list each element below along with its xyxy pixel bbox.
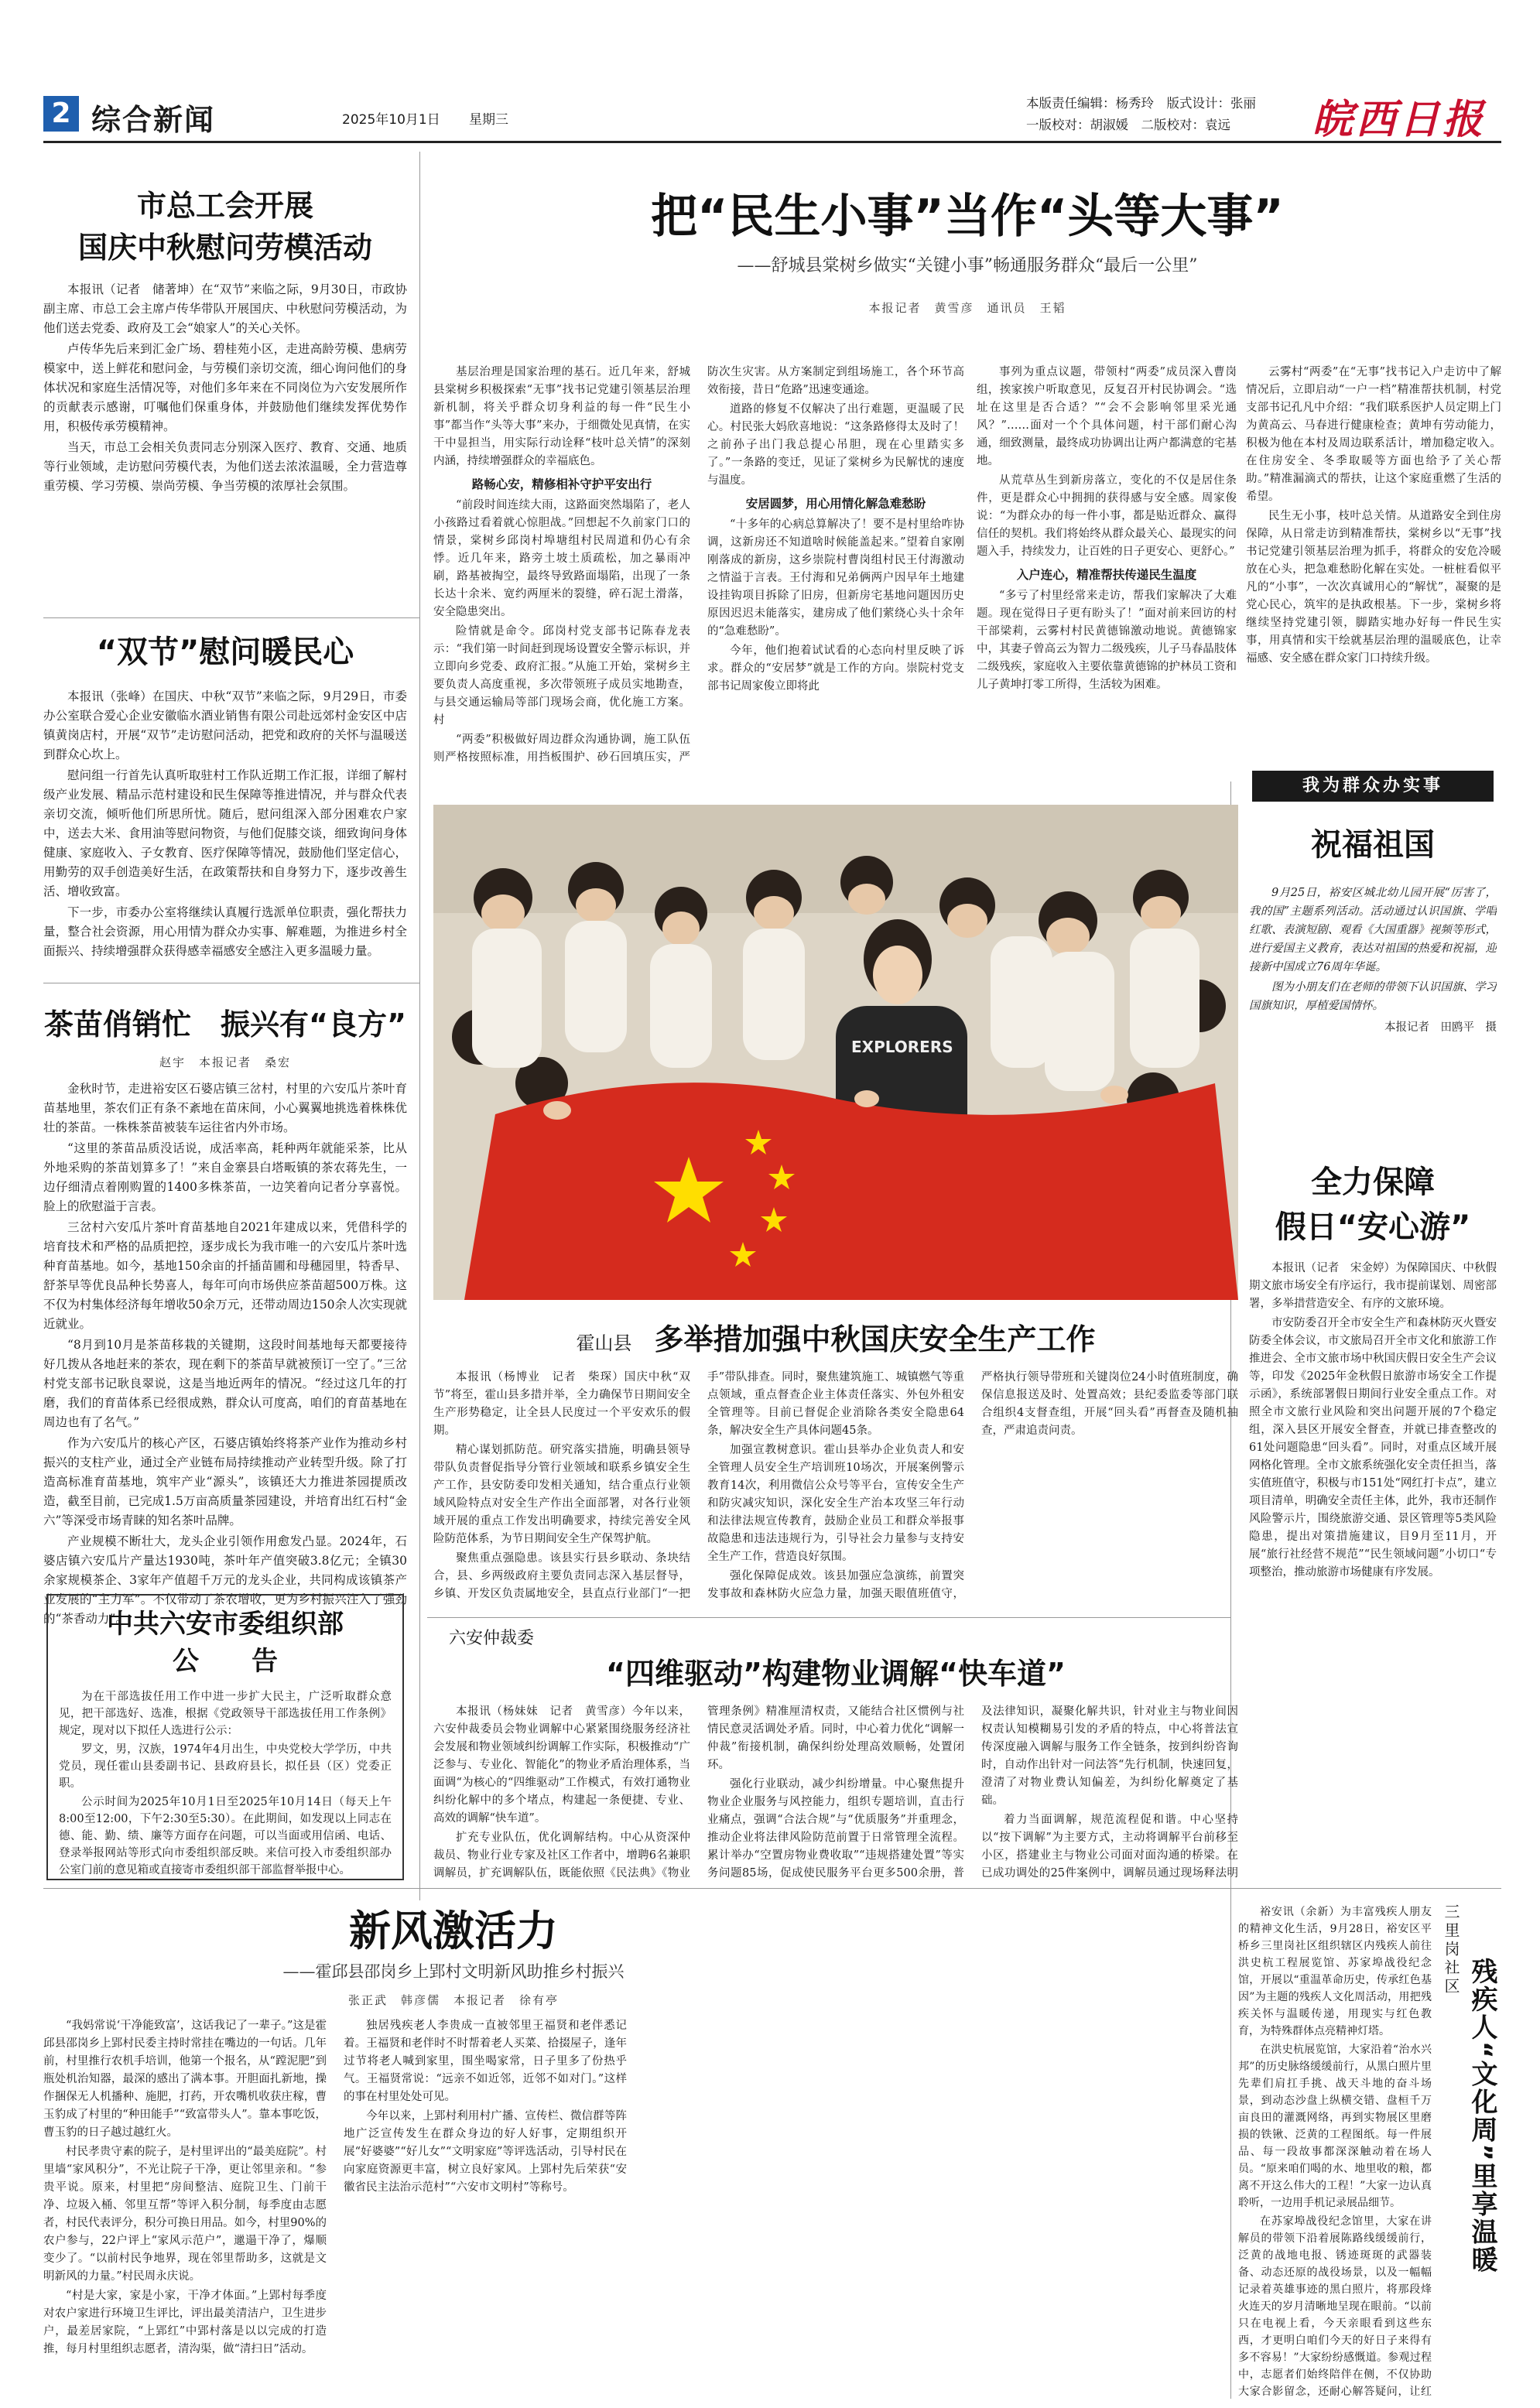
headline: “四维驱动”构建物业调解“快车道” — [606, 1657, 1066, 1691]
paragraph: “村是大家，家是小家，干净才体面。”上郢村每季度对农户家进行环境卫生评比，评出最美清洁户，卫生进步户，最差居家院，“上郢红”中郢村落是以以完成的打造推，每月村里组织志愿者，清沟渠，做“清扫日”活动。 — [43, 2290, 327, 2355]
paragraph: 强化保障促成效。该县加强应急演练，前置突发事故和森林防火应急力量，加强天眼值班值守，严格执行领导带班和关键岗位24小时值班制度，确保信息报送及时、处置高效；县纪委监委等部门联合组织4支督查组，开展“回头看”再督查及随机抽查，严肃追责问责。 — [707, 1371, 1238, 1600]
paragraph: 精心谋划抓防范。研究落实措施，明确县领导带队负责督促指导分管行业领域和联系乡镇安全生产工作，县安防委印发相关通知，结合重点行业领域风险特点对安全生产作出全面部署，对各行业领域开展的重点工作发出明确要求，持续完善安全风险防范体系，为节日期间安全生产保驾护航。 — [433, 1444, 690, 1545]
subtitle: ——霍邱县邵岗乡上郢村文明新风助推乡村振兴 — [282, 1962, 625, 1981]
article-kicker: 六安仲裁委 — [449, 1629, 535, 1648]
notice-subtitle: 公 告 — [173, 1646, 278, 1677]
paragraph: 本报讯（杨妹妹 记者 黄雪彦）今年以来，六安仲裁委员会物业调解中心紧紧围绕服务经济社会发展和物业领域纠纷调解工作实际，积极推动“广泛参与、专业化、智能化”的物业矛盾治理体系，当面调“为核心的“四维驱动”工作模式，有效打通物业纠纷化解中的多个堵点，构建起一条便捷、专业、高效的调解“快车道”。 — [433, 1705, 690, 1825]
paragraph: 三岔村六安瓜片茶叶育苗基地自2021年建成以来，凭借科学的培育技术和严格的品质把控，逐步成长为我市唯一的六安瓜片茶叶选种育苗基地。如今，基地150余亩的扦插苗圃和母穗园里，特香早、舒茶早等优良品种长势喜人，每年可向市场供应茶苗超500万株。这不仅为村集体经济每年增收50余万元，还带动周边150余人次实现就近就业。 — [43, 1220, 407, 1331]
paragraph: 云雾村“两委”在“无事”找书记入户走访中了解情况后，立即启动“一户一档”精准帮扶机制，村党支部书记孔凡中介绍：“我们联系医护人员定期上门为黄高云、马春进行健康检查；黄坤有劳动能力，积极为他在本村及周边联系活计，增加稳定收入。在住房安全、冬季取暖等方面也给予了关心帮助。”精准漏滴式的帮扶，让这个家庭重燃了生活的希望。 — [1246, 366, 1501, 503]
article-tourism-safety — [1249, 1161, 1497, 1888]
paragraph: 着力当面调解，规范流程促和谐。中心坚持以“按下调解”为主要方式，主动将调解平台前移至小区，搭建业主与物业公司面对面沟通的桥梁。在已成功调处的25件案例中，调解员通过现场释法明 — [981, 1814, 1238, 1880]
lead-subtitle: ——舒城县棠树乡做实“关键小事”畅通服务群众“最后一公里” — [737, 256, 1198, 275]
section-heading: 路畅心安，精修相补守护平安出行 — [471, 477, 652, 491]
paragraph: 今年，他们抱着试试看的心态向村里反映了诉求。群众的“安居梦”就是工作的方向。崇院村党支部书记周家俊立即将此 — [707, 645, 964, 693]
paragraph: 在洪史杭展览馆，大家沿着“治水兴邦”的历史脉络缓缓前行，从黑白照片里先辈们肩扛手挑、战天斗地的奋斗场景，到动态沙盘上纵横交错、盘桓千万亩良田的灌溉网络，再到实物展区里磨损的铁锹、泛黄的工程图纸。每一件展品、每一段故事都深深触动着在场人员。“原来咱们喝的水、地里收的粮，都离不开这么伟大的工程！”大家一边认真聆听，一边用手机记录展品细节。 — [1238, 2044, 1432, 2209]
paragraph: 下一步，市委办公室将继续认真履行选派单位职责，强化帮扶力量，整合社会资源，用心用情为群众办实事、解难题，为推进乡村全面振兴、持续增强群众获得感幸福感安全感注入更多温暖力量。 — [43, 905, 407, 958]
article-arbitration — [433, 1625, 1238, 1880]
paragraph: 罗文，男，汉族，1974年4月出生，中央党校大学学历，中共党员，现任霍山县委副书记、县政府县长，拟任县（区）党委正职。 — [59, 1743, 392, 1790]
paragraph: 金秋时节，走进裕安区石婆店镇三岔村，村里的六安瓜片茶叶育苗基地里，茶农们正有条不紊地在苗床间，小心翼翼地挑选着株株优壮的茶苗。一株株茶苗被装车运往省内外市场。 — [43, 1082, 407, 1134]
caption-title: 祝福祖国 — [1311, 827, 1435, 863]
paragraph: 道路的修复不仅解决了出行难题，更温暖了民心。村民张大妈欣喜地说：“这条路修得太及时了！之前孙子出门我总提心吊胆，现在心里踏实多了。”一条路的变迁，见证了棠树乡为民解忧的速度与温度。 — [707, 403, 964, 487]
paragraph: 事列为重点议题，带领村“两委”成员深入曹岗组，挨家挨户听取意见，反复召开村民协调会。“选址在这里是否合适？”“会不会影响邻里采光通风？”……面对一个个具体问题，村干部们耐心沟通，细致测量，最终成功协调出让两户都满意的宅基地。 — [977, 366, 1237, 467]
paragraph: 从荒草丛生到新房落立，变化的不仅是居住条件，更是群众心中拥拥的获得感与安全感。周家俊说：“为群众办的每一件小事，都是贴近群众、赢得信任的契机。我们将始终从群众最关心、最现实的问题入手，持续发力，让百姓的日子更安心、更舒心。” — [977, 474, 1237, 558]
headline: 全力保障 — [1311, 1165, 1435, 1200]
paragraph: 本报讯（张峰）在国庆、中秋“双节”来临之际，9月29日，市委办公室联合爱心企业安徽临水酒业销售有限公司赴远郊村金安区中店镇黄岗店村，开展“双节”走访慰问活动，把党和政府的关怀与温暖送到群众心坎上。 — [43, 689, 407, 761]
headline: “双节”慰问暖民心 — [96, 634, 354, 670]
paragraph: 强化行业联动，减少纠纷增量。中心聚焦提升物业企业服务与风控能力，组织专题培训，直击行业痛点，强调“合法合规”与“优质服务”并重理念，推动企业将法律风险防范前置于日常管理全流程。累计举办“空置房物业费收取”“违规搭建处置”等实务问题85场，促成使民服务平台更多500余册，普及法律知识，凝聚化解共识，针对业主与物业间因权责认知模糊易引发的矛盾的特点，中心将普法宣传深度融入调解与服务工作全链条，按到纠纷咨询时，自动作出针对一问法答“先行机制，快速回复，澄清了对物业费认知偏差，为纠纷化解奠定了基础。 — [707, 1705, 1238, 1880]
paragraph: 卢传华先后来到汇金广场、碧桂苑小区，走进高龄劳模、患病劳模家中，送上鲜花和慰问金，与劳模们亲切交流，细心询问他们的身体状况和家庭生活情况等，对他们多年来在不同岗位为六安发展所作的贡献表示感谢，叮嘱他们保重身体，并鼓励他们继续发挥优势作用，积极传承劳模精神。 — [43, 342, 407, 433]
notice-box — [46, 1594, 404, 1880]
service-banner — [1252, 771, 1494, 802]
editors-line-1: 本版责任编辑：杨秀玲 版式设计：张丽 — [1026, 96, 1256, 111]
headline: 残疾人“文化周”里享温暖 — [1466, 1958, 1497, 2274]
byline: 张正武 韩彦儒 本报记者 徐有亭 — [347, 1993, 559, 2007]
paragraph: 聚焦重点强隐患。该县实行县乡联动、条块结合，县、乡两级政府主要负责同志深入基层督导，乡镇、开发区负责属地安全，县直点行业部门“一把手”带队排查。同时，聚焦建筑施工、城镇燃气等重点领域，重点督查企业主体责任落实、外包外租安全管理等。目前已督促企业消除各类安全隐患64条，解决安全生产具体问题45条。 — [433, 1371, 964, 1600]
paragraph: “十多年的心病总算解决了！要不是村里给咋协调，这新房还不知道啥时候能盖起来。”望着自家刚刚落成的新房，这乡崇院村曹岗组村民王付海激动之情溢于言表。王付海和兄弟俩两户因早年土地建设挂钩项目拆除了旧房，但新房宅基地问题因历史原因迟迟未能落实，建房成了他们萦绕心头十余年的“急难愁盼”。 — [707, 518, 964, 638]
headline: 茶苗俏销忙 振兴有“良方” — [44, 1007, 406, 1042]
paragraph: 基层治理是国家治理的基石。近几年来，舒城县棠树乡积极探索“无事”找书记党建引领基层治理新机制，将关乎群众切身利益的每一件“民生小事”都当作“头等大事”来办，于细微处见真情，在实干中显担当，用实际行动诠释“枝叶总关情”的深刻内涵，持续增强群众的幸福底色。 — [433, 366, 690, 467]
headline: 市总工会开展 — [136, 189, 313, 223]
paragraph: 在苏家埠战役纪念馆里，大家在讲解员的带领下沿着展陈路线缓缓前行，泛黄的战地电报、锈迹斑斑的武器装备、动态还原的战役场景，以及一幅幅记录着英雄事迹的黑白照片，将那段烽火连天的岁月清晰地呈现在眼前。“以前只在电视上看，今天亲眼看到这些东西，才更明白咱们今天的好日子来得有多不容易！”大家纷纷感慨道。参观过程中，志愿者们始终陪伴在侧，不仅协助大家合影留念，还耐心解答疑问，让红 — [1238, 2215, 1432, 2398]
paragraph: 险情就是命令。邱岗村党支部书记陈春龙表示：“我们第一时间赶到现场设置安全警示标识，并立即向乡党委、政府汇报。”从施工开始，棠树乡主要负责人高度重视，多次带领班子成员实地勘查，与县交通运输局等部门现场会商，优化施工方案。村 — [433, 625, 690, 727]
article-village-civility — [43, 1903, 1227, 2399]
paragraph: 慰问组一行首先认真听取驻村工作队近期工作汇报，详细了解村级产业发展、精品示范村建设和民生保障等推进情况，并与群众代表亲切交流，倾听他们所思所忧。随后，慰问组深入部分困难农户家中，送去大米、食用油等慰问物资，与他们促膝交谈，细致询问身体健康、家庭收入、子女教育、医疗保障等情况，鼓励他们坚定信心，用勤劳的双手创造美好生活，在政策帮扶和自身努力下，逐步改善生活、增收致富。 — [43, 768, 407, 898]
teacher-shirt-text: EXPLORERS — [851, 1038, 953, 1056]
issue-date: 2025年10月1日 — [342, 112, 440, 128]
paragraph: 本报讯（记者 储著坤）在“双节”来临之际，9月30日，市政协副主席、市总工会主席卢传华带队开展国庆、中秋慰问劳模活动，为他们送去党委、政府及工会“娘家人”的关心关怀。 — [43, 282, 407, 335]
service-banner-text: 我为群众办实事 — [1302, 776, 1443, 795]
paragraph: 扩充专业队伍，优化调解结构。中心从资深仲裁员、物业行业专家及社区工作者中，增聘6名兼职调解员，扩充调解队伍，既能依照《民法典》《物业管理条例》精准厘清权责，又能结合社区惯例与社情民意灵活调处矛盾。同时，中心着力优化“调解一仲裁”衔接机制，确保纠纷处理高效顺畅，处置闭环。 — [433, 1705, 964, 1880]
paragraph: 产业规模不断壮大，龙头企业引领作用愈发凸显。2024年，石婆店镇六安瓜片产量达1930吨，茶叶年产值突破3.8亿元；全镇30余家规模茶企、3家年产值超千万元的龙头企业，共同构成该镇茶产业发展的“主力军”。不仅带动了茶农增收，更为乡村振兴注入了强劲的“茶香动力”。 — [43, 1534, 407, 1626]
editors-line-2: 一版校对：胡淑媛 二版校对：袁远 — [1026, 118, 1230, 132]
lead-headline: 把“民生小事”当作“头等大事” — [651, 190, 1284, 244]
paragraph: 裕安讯（余新）为丰富残疾人朋友的精神文化生活，9月28日，裕安区平桥乡三里岗社区组织辖区内残疾人前往洪史杭工程展览馆、苏家埠战役纪念馆，开展以“重温革命历史，传承红色基因”为主题的残疾人文化周活动，用把残疾关怀与温暖传递，用现实与红色教育，为特殊群体点亮精神灯塔。 — [1238, 1906, 1432, 2037]
photo-illustration — [433, 805, 1238, 1300]
paragraph: 民生无小事，枝叶总关情。从道路安全到住房保障，从日常走访到精准帮扶，棠树乡以“无事”找书记党建引领基层治理为抓手，将群众的安危冷暖放在心头，把急难愁盼化解在实处。一桩桩看似平凡的“小事”，一次次真诚用心的“解忧”，凝聚的是党心民心，筑牢的是执政根基。下一步，棠树乡将继续坚持党建引领，脚踏实地办好每一件民生实事，用真情和实干绘就基层治理的温暖底色，让幸福感、安全感在群众家门口持续升级。 — [1246, 510, 1501, 665]
caption-text-2: 图为小朋友们在老师的带领下认识国旗、学习国旗知识，厚植爱国情怀。 — [1249, 981, 1497, 1012]
paragraph: “前段时间连续大雨，这路面突然塌陷了，老人小孩路过看着就心惊胆战。”回想起不久前家门口的情景，棠树乡邱岗村埠塘组村民周道和仍心有余悸。近几年来，路旁土坡土质疏松，加之暴雨冲刷，路基被掏空，最终导致路面塌陷，出现了一条长达十余米、宽约两厘米的裂缝，碎石泥土滑落，安全隐患突出。 — [433, 499, 690, 618]
paragraph: 加强宣教树意识。霍山县举办企业负责人和安全管理人员安全生产培训班10场次，开展案例警示教育14次，利用微信公众号等平台，宣传安全生产和防灾减灾知识，深化安全生产治本攻坚三年行动和法律法规宣传教育，鼓励企业员工和群众举报事故隐患和违法违规行为，引导社会力量参与支持安全生产工作，营造良好氛围。 — [707, 1444, 964, 1563]
paper-logo: 皖西日报 — [1312, 96, 1487, 138]
paragraph: 为在干部选拔任用工作中进一步扩大民主，广泛听取群众意见，把干部选好、选准，根据《党政领导干部选拔任用工作条例》规定，现对以下拟任人选进行公示： — [59, 1691, 392, 1737]
section-name: 综合新闻 — [91, 103, 216, 137]
headline-line-2: 国庆中秋慰问劳模活动 — [77, 231, 372, 265]
byline: 赵宇 本报记者 桑宏 — [159, 1055, 291, 1069]
notice-title: 中共六安市委组织部 — [107, 1609, 344, 1640]
lead-story-header — [433, 186, 1501, 348]
article-kicker: 三里岗社区 — [1442, 1903, 1460, 1996]
photo-kids-flag — [433, 805, 1238, 1300]
masthead — [43, 91, 1501, 138]
paragraph: 当天，市总工会相关负责同志分别深入医疗、教育、交通、地质等行业领域，走访慰问劳模代表，为他们送去浓浓温暖，全力营造尊重劳模、学习劳模、崇尚劳模、争当劳模的浓厚社会氛围。 — [43, 440, 407, 493]
photo-caption-box — [1249, 822, 1497, 1147]
paragraph: “两委”积极做好周边群众沟通协调，施工队伍则严格按照标准，用挡板围护、砂石回填压实，严防次生灾害。从方案制定到组场施工，各个环节高效衔接，昔日“危路”迅速变通途。 — [433, 366, 964, 764]
lead-byline: 本报记者 黄雪彦 通讯员 王韬 — [868, 301, 1066, 315]
paragraph: 村民孝贵守素的院子，是村里评出的“最美庭院”。村里墙“家风积分”，不光让院子干净，更让邻里亲和。“参贵平说。原来，村里把“房间整洁、庭院卫生、门前干净、垃圾入桶、邻里互帮”等评入积分制，每季度由志愿者，村民代表评分，积分可换日用品。如今，村里90%的农户参与，22户评上“家风示范户”，邋遢干净了，爆顺变少了。“以前村民争地界，现在邻里帮助多，这就是文明新风的力量。”村民周永庆说。 — [43, 2146, 327, 2283]
caption-text: 9月25日，裕安区城北幼儿园开展“厉害了，我的国”主题系列活动。活动通过认识国旗、学唱红歌、表演短剧、观看《大国重器》视频等形式，进行爱国主义教育，表达对祖国的热爱和祝福，迎接新中国成立76周年华诞。 — [1249, 887, 1497, 973]
paragraph: “这里的茶苗品质没话说，成活率高，耗种两年就能采茶，比从外地采购的茶苗划算多了！”来自金寨县白塔畈镇的茶农蒋先生，一边仔细清点着刚购置的1400多株茶苗，一边笑着向记者分享喜悦。脸上的欣慰溢于言表。 — [43, 1141, 407, 1213]
paragraph: 本报讯（杨博业 记者 柴琛）国庆中秋“双节”将至，霍山县多措并举，全力确保节日期间安全生产形势稳定，让全县人民度过一个平安欢乐的假期。 — [433, 1371, 690, 1437]
headline: 多举措加强中秋国庆安全生产工作 — [654, 1322, 1096, 1356]
lead-story-body-right — [1246, 364, 1501, 766]
section-heading: 安居圆梦，用心用情化解急难愁盼 — [745, 497, 926, 511]
article-disabled-culture-week — [1238, 1903, 1501, 2399]
headline-line-2: 假日“安心游” — [1275, 1209, 1471, 1245]
paragraph: 作为六安瓜片的核心产区，石婆店镇始终将茶产业作为推动乡村振兴的支柱产业，通过全产业链布局持续推动产业转型升级。除了打造高标准育苗基地，筑牢产业“源头”，该镇还大力推进茶园提质改造，截至目前，已完成1.5万亩高质量茶园建设，并培育出红石村“金六”等深受市场青睐的知名茶叶品牌。 — [43, 1436, 407, 1527]
paragraph: 公示时间为2025年10月1日至2025年10月14日（每天上午8:00至12:00，下午2:30至5:30）。在此期间，如发现以上同志在德、能、勤、绩、廉等方面存在问题，可以当面或用信函、电话、登录举报网站等形式向市委组织部反映。来信可投入市委组织部办公室门前的意见箱或直接寄市委组织部干部监督举报中心。 — [59, 1796, 392, 1876]
paragraph: “8月到10月是茶苗移栽的关键期，这段时间基地每天都要接待好几拨从各地赶来的茶农，现在剩下的茶苗早就被预订一空了。”三岔村党支部书记耿良翠说，这是当地近两年的情况。“经过这几年的打磨，我们的育苗体系已经很成熟，群众认可度高，咱们的育苗基地在周边也有了名气。” — [43, 1338, 407, 1429]
headline: 新风激活力 — [349, 1907, 558, 1955]
article-holiday-visit — [43, 624, 407, 980]
paragraph: 本报讯（记者 宋金婷）为保障国庆、中秋假期文旅市场安全有序运行，我市提前谋划、周密部署，多举措营造安全、有序的文旅环境。 — [1249, 1262, 1497, 1310]
paragraph: “多亏了村里经常来走访，帮我们家解决了大难题。现在觉得日子更有盼头了！”面对前来回访的村干部梁莉，云雾村村民黄德锦激动地说。黄德锦家中，其妻子曾高云为智力二级残疾，儿子马春晶肢体二级残疾，家庭收入主要依靠黄德锦的护林员工资和儿子黄坤打零工所得，生活较为困难。 — [977, 590, 1237, 691]
page-number-badge: 2 — [43, 96, 79, 132]
article-union-visit — [43, 186, 407, 611]
paragraph: 今年以来，上郢村利用村广播、宣传栏、微信群等阵地广泛宣传发生在群众身边的好人好事，定期组织开展“好婆婆”“好儿女”“文明家庭”等评选活动，引导村民在向家庭资源更丰富，树立良好家风。上郢村先后荣获“安徽省民主法治示范村”“六安市文明村”等称号。 — [344, 2110, 627, 2194]
photo-credit: 本报记者 田鸥平 摄 — [1384, 1021, 1497, 1034]
article-kicker: 霍山县 — [576, 1332, 632, 1354]
article-safety-production — [433, 1315, 1238, 1609]
paragraph: “我妈常说‘干净能致富’，这话我记了一辈子。”这是霍邱县邵岗乡上郢村民委主持时常挂在嘴边的一句话。几年前，村里推行农机手培训，他第一个报名，从“蹚泥肥”到瓶处机治知器，最深的感出了满本事。开胆面扎新地，操作捆保无人机播种、施肥，打药，开农嘴机收获庄稼，曹玉豹成了村里的“种田能手”“致富带头人”。靠本事吃饭，曹玉豹的日子越过越红火。 — [43, 2020, 327, 2139]
section-heading: 入户连心，精准帮扶传递民生温度 — [1016, 568, 1197, 582]
paragraph: 独居残疾老人李贵成一直被邻里王福贤和老伴悉记着。王福贤和老伴时不时帮着老人买菜、拾掇屋子，逢年过节将老人喊到家里，围坐喝家常，日子里多了份热乎气。王福贤常说：“远亲不如近邻，近邻不如对门。”这样的事在村里处处可见。 — [344, 2020, 627, 2103]
paragraph: 市安防委召开全市安全生产和森林防灭火暨安防委全体会议，市文旅局召开全市文化和旅游工作推进会、全市文旅市场中秋国庆假日安全生产会议等，印发《2025年金秋假日旅游市场安全工作提示函》，系统部署假日期间行业安全重点工作。对照全市文旅行业风险和突出问题开展的7个稳定组，深入县区开展安全督查，并就已排查整改的61处问题隐患“回头看”。同时，对重点区域开展网格化管理。全市文旅系统强化安全责任担当，落实值班值守，积极与市151处“网红打卡点”，建立项目清单，明确安全责任主体，此外，我市还制作风险警示片，围绕旅游交通、景区管理等5类风险隐患，提出对策措施建议，目9月至11月，开展“旅行社经营不规范”“民生领域问题”小切口“专项整治，推动旅游市场健康有序发展。 — [1249, 1317, 1497, 1579]
issue-weekday: 星期三 — [469, 112, 508, 128]
lead-story-body-col4 — [977, 364, 1237, 782]
